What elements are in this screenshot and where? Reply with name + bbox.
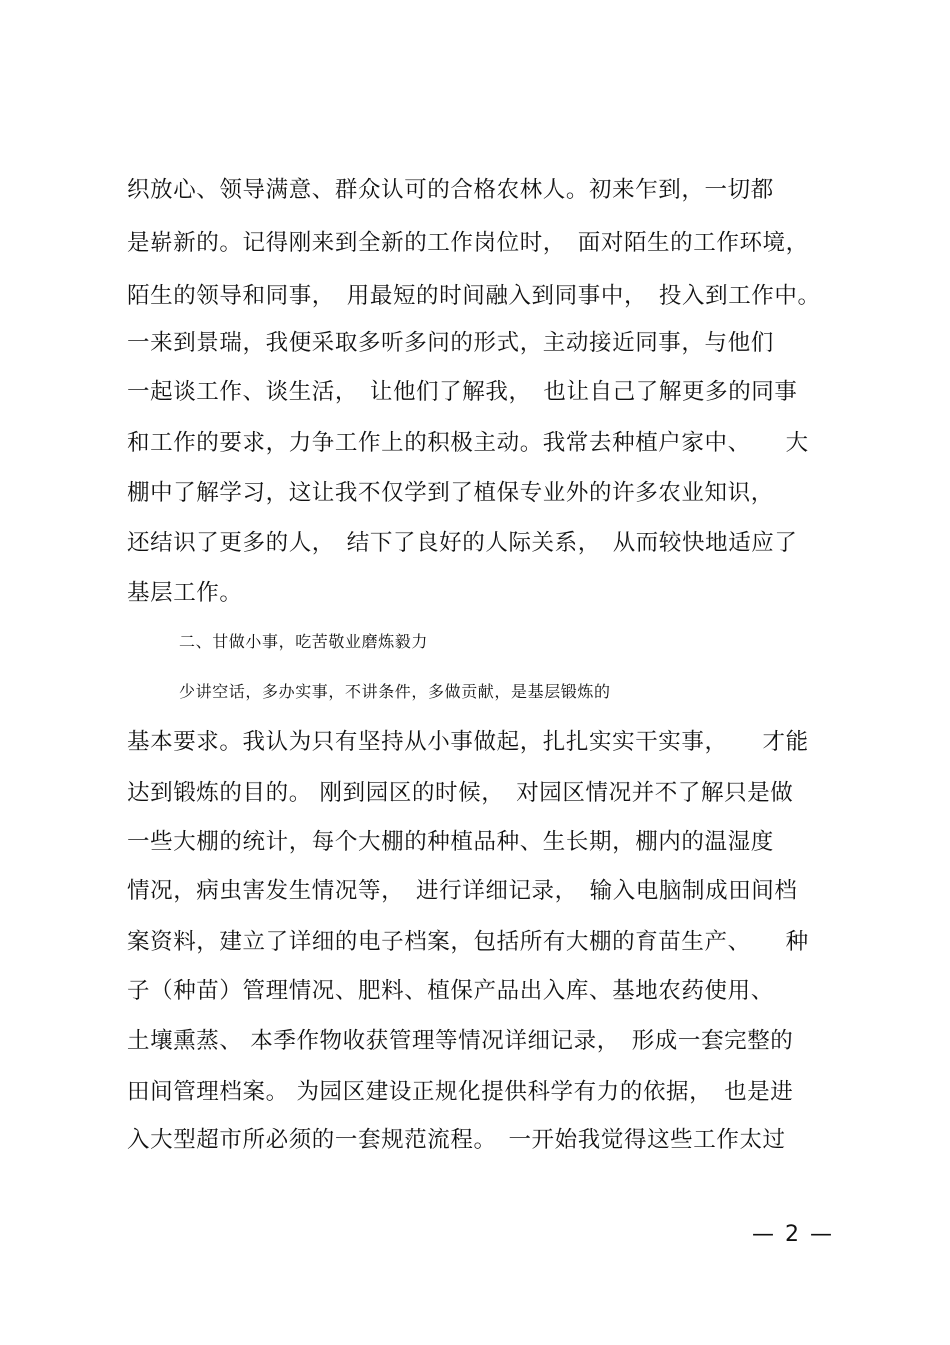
- body-text-line: 子（种苗）管理情况、肥料、植保产品出入库、基地农药使用、: [127, 978, 774, 1004]
- body-text-line: 案资料，建立了详细的电子档案，包括所有大棚的育苗生产、 种: [127, 929, 809, 955]
- body-text-line: 达到锻炼的目的。 刚到园区的时候， 对园区情况并不了解只是做: [127, 780, 794, 806]
- body-text-line: 入大型超市所必须的一套规范流程。 一开始我觉得这些工作太过: [127, 1127, 786, 1153]
- body-text-line: 是崭新的。记得刚来到全新的工作岗位时， 面对陌生的工作环境，: [127, 230, 809, 256]
- body-text-line: 情况，病虫害发生情况等， 进行详细记录， 输入电脑制成田间档: [127, 878, 798, 904]
- body-text-line: 土壤熏蒸、 本季作物收获管理等情况详细记录， 形成一套完整的: [127, 1028, 794, 1054]
- page-number: — 2 —: [752, 1222, 834, 1247]
- body-text-line: 一来到景瑞，我便采取多听多问的形式，主动接近同事，与他们: [127, 330, 774, 356]
- body-text-line: 还结识了更多的人， 结下了良好的人际关系， 从而较快地适应了: [127, 530, 798, 556]
- body-text-line: 基本要求。我认为只有坚持从小事做起，扎扎实实干实事， 才能: [127, 729, 809, 755]
- body-text-line: 田间管理档案。 为园区建设正规化提供科学有力的依据， 也是进: [127, 1079, 794, 1105]
- body-text-line: 少讲空话，多办实事，不讲条件，多做贡献，是基层锻炼的: [179, 682, 611, 701]
- body-text-line: 一起谈工作、谈生活， 让他们了解我， 也让自己了解更多的同事: [127, 379, 798, 405]
- body-text-line: 和工作的要求，力争工作上的积极主动。我常去种植户家中、 大: [127, 430, 809, 456]
- body-text-line: 陌生的领导和同事， 用最短的时间融入到同事中， 投入到工作中。: [127, 283, 821, 309]
- section-heading: 二、甘做小事，吃苦敬业磨炼毅力: [179, 632, 429, 651]
- body-text-line: 基层工作。: [127, 580, 243, 606]
- body-text-line: 一些大棚的统计，每个大棚的种植品种、生长期，棚内的温湿度: [127, 829, 774, 855]
- body-text-line: 织放心、领导满意、群众认可的合格农林人。初来乍到，一切都: [127, 177, 774, 203]
- body-text-line: 棚中了解学习，这让我不仅学到了植保专业外的许多农业知识，: [127, 480, 774, 506]
